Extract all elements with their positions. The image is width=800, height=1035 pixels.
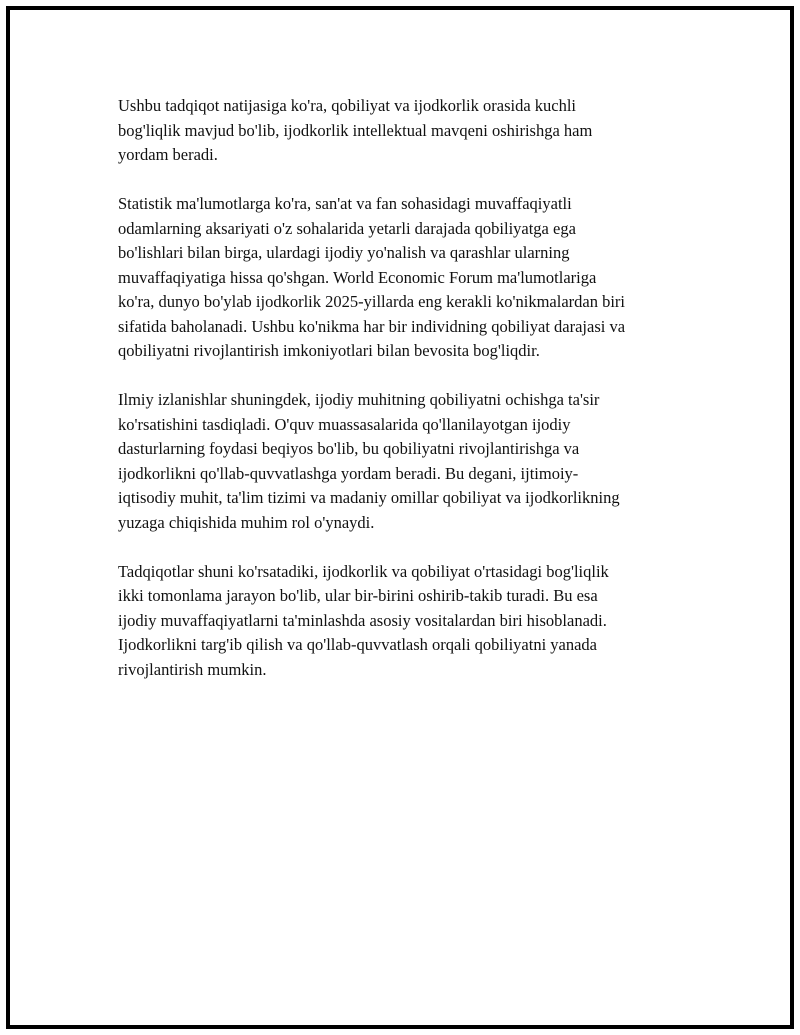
paragraph-line: bog'liqlik mavjud bo'lib, ijodkorlik intellektual mavqeni oshirishga ham bbox=[118, 120, 593, 140]
paragraph-line: Ilmiy izlanishlar shuningdek, ijodiy muhitning qobiliyatni ochishga ta'sir bbox=[118, 390, 600, 409]
paragraph-line: ikki tomonlama jarayon bo'lib, ular bir-birini oshirib-takib turadi. Bu esa bbox=[118, 586, 598, 605]
paragraph-line: iqtisodiy muhit, ta'lim tizimi va madaniy omillar qobiliyat va ijodkorlikning bbox=[118, 488, 620, 507]
paragraph-line: odamlarning aksariyati o'z sohalarida yetarli darajada qobiliyatga ega bbox=[118, 218, 576, 238]
paragraph-line: ijodiy muvaffaqiyatlarni ta'minlashda asosiy vositalardan biri hisoblanadi. bbox=[118, 610, 607, 630]
paragraph-line: bo'lishlari bilan birga, ulardagi ijodiy yo'nalish va qarashlar ularning bbox=[118, 243, 570, 262]
paragraph-line: Ijodkorlikni targ'ib qilish va qo'llab-quvvatlash orqali qobiliyatni yanada bbox=[118, 635, 598, 654]
paragraph-line: ijodkorlikni qo'llab-quvvatlashga yordam beradi. Bu degani, ijtimoiy- bbox=[118, 463, 579, 483]
paragraph-line: muvaffaqiyatiga hissa qo'shgan. World Economic Forum ma'lumotlariga bbox=[118, 267, 597, 287]
paragraph-line: Statistik ma'lumotlarga ko'ra, san'at va fan sohasidagi muvaffaqiyatli bbox=[118, 194, 572, 213]
paragraph-line: yuzaga chiqishida muhim rol o'ynaydi. bbox=[118, 512, 375, 532]
paragraph-line: sifatida baholanadi. Ushbu ko'nikma har bir individning qobiliyat darajasi va bbox=[118, 316, 626, 336]
paragraph-line: Ushbu tadqiqot natijasiga ko'ra, qobiliyat va ijodkorlik orasida kuchli bbox=[118, 96, 577, 115]
paragraph-line: dasturlarning foydasi beqiyos bo'lib, bu qobiliyatni rivojlantirishga va bbox=[118, 439, 580, 458]
paragraph-2 bbox=[118, 192, 698, 364]
paragraph-line: yordam beradi. bbox=[118, 145, 218, 164]
paragraph-4 bbox=[118, 560, 698, 683]
paragraph-1 bbox=[118, 94, 698, 168]
paragraph-line: ko'ra, dunyo bo'ylab ijodkorlik 2025-yillarda eng kerakli ko'nikmalardan biri bbox=[118, 292, 626, 311]
paragraph-line: ko'rsatishini tasdiqladi. O'quv muassasalarida qo'llanilayotgan ijodiy bbox=[118, 414, 571, 434]
paragraph-3 bbox=[118, 388, 698, 535]
paragraph-line: qobiliyatni rivojlantirish imkoniyotlari bilan bevosita bog'liqdir. bbox=[118, 341, 540, 360]
paragraph-line: rivojlantirish mumkin. bbox=[118, 659, 267, 679]
document-body bbox=[118, 94, 698, 707]
paragraph-line: Tadqiqotlar shuni ko'rsatadiki, ijodkorlik va qobiliyat o'rtasidagi bog'liqlik bbox=[118, 561, 609, 581]
